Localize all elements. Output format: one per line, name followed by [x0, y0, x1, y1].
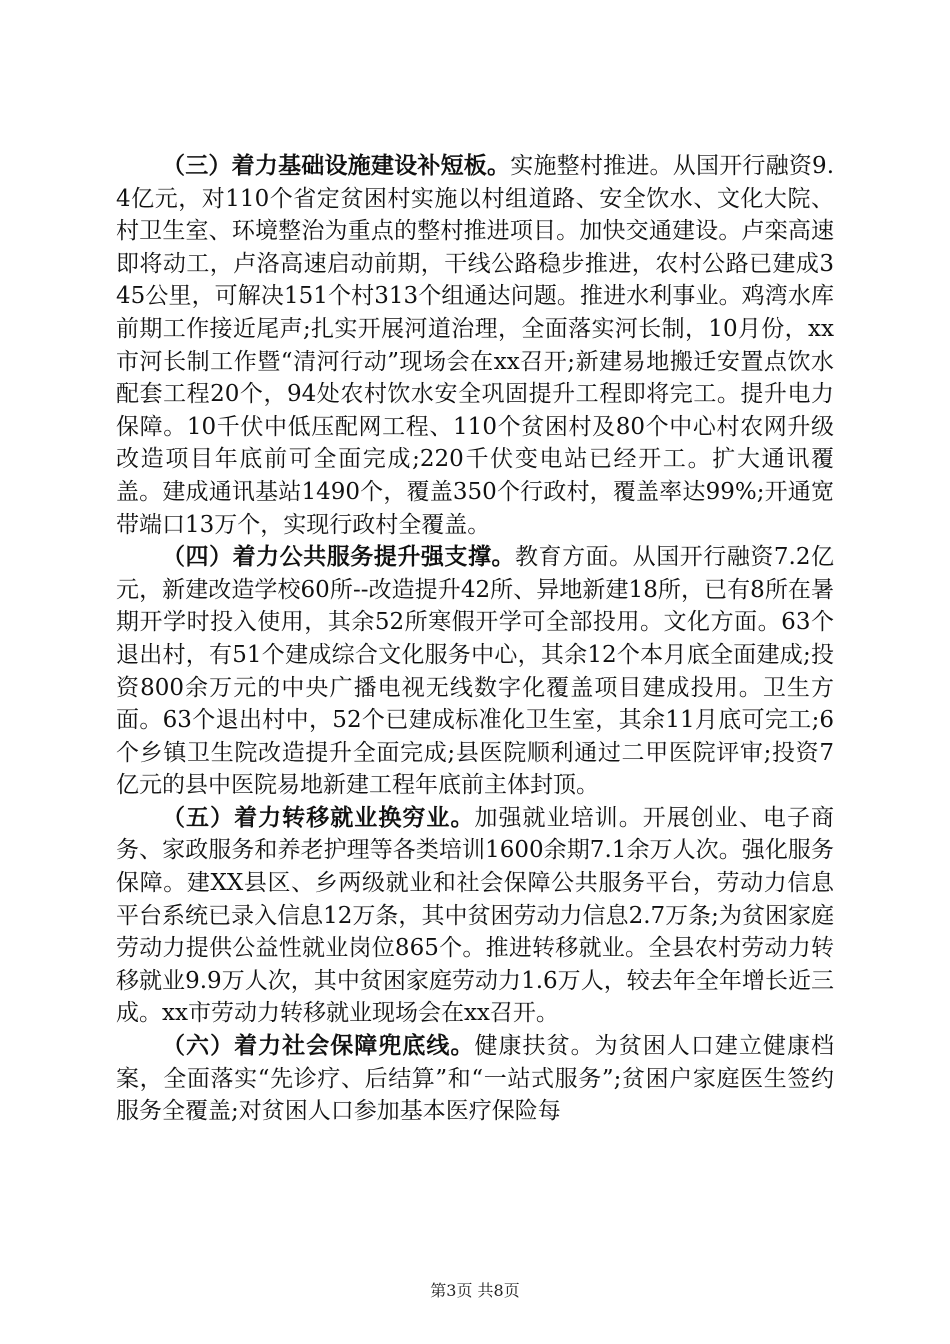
paragraph-text: 加强就业培训。开展创业、电子商务、家政服务和养老护理等各类培训1600余期7.1余万人次。强化服务保障。建XX县区、乡两级就业和社会保障公共服务平台，劳动力信息平台系统已录入信息12万条，其中贫困劳动力信息2.7万条;为贫困家庭劳动力提供公益性就业岗位865个。推进转移就业。全县农村劳动力转移就业9.9万人次，其中贫困家庭劳动力1.6万人，较去年全年增长近三成。xx市劳动力转移就业现场会在xx召开。	[116, 804, 835, 1027]
paragraph-infrastructure	[116, 150, 834, 541]
paragraph-public-services	[116, 541, 834, 802]
paragraph-heading: （四）着力公共服务提升强支撑。	[162, 543, 516, 571]
paragraph-text: 教育方面。从国开行融资7.2亿元，新建改造学校60所--改造提升42所、异地新建18所，已有8所在暑期开学时投入使用，其余52所寒假开学可全部投用。文化方面。63个退出村，有51个建成综合文化服务中心，其余12个本月底全面建成;投资800余万元的中央广播电视无线数字化覆盖项目建成投用。卫生方面。63个退出村中，52个已建成标准化卫生室，其余11月底可完工;6个乡镇卫生院改造提升全面完成;县医院顺利通过二甲医院评审;投资7亿元的县中医院易地新建工程年底前主体封顶。	[116, 544, 835, 799]
page-number-footer: 第3页 共8页	[430, 1281, 520, 1300]
paragraph-text: 实施整村推进。从国开行融资9.4亿元，对110个省定贫困村实施以村组道路、安全饮水、文化大院、村卫生室、环境整治为重点的整村推进项目。加快交通建设。卢栾高速即将动工，卢洛高速启动前期，干线公路稳步推进，农村公路已建成345公里，可解决151个村313个组通达问题。推进水利事业。鸡湾水库前期工作接近尾声;扎实开展河道治理，全面落实河长制，10月份，xx市河长制工作暨“清河行动”现场会在xx召开;新建易地搬迁安置点饮水配套工程20个，94处农村饮水安全巩固提升工程即将完工。提升电力保障。10千伏中低压配网工程、110个贫困村及80个中心村农网升级改造项目年底前可全面完成;220千伏变电站已经开工。扩大通讯覆盖。建成通讯基站1490个，覆盖350个行政村，覆盖率达99%;开通宽带端口13万个，实现行政村全覆盖。	[116, 153, 835, 538]
paragraph-text: 健康扶贫。为贫困人口建立健康档案，全面落实“先诊疗、后结算”和“一站式服务”;贫困户家庭医生签约服务全覆盖;对贫困人口参加基本医疗保险每	[116, 1033, 835, 1125]
paragraph-heading: （三）着力基础设施建设补短板。	[162, 152, 511, 179]
paragraph-heading: （六）着力社会保障兜底线。	[162, 1032, 475, 1060]
document-body	[116, 150, 834, 1128]
paragraph-social-security	[116, 1030, 834, 1128]
paragraph-employment	[116, 802, 834, 1030]
paragraph-heading: （五）着力转移就业换穷业。	[162, 803, 475, 831]
